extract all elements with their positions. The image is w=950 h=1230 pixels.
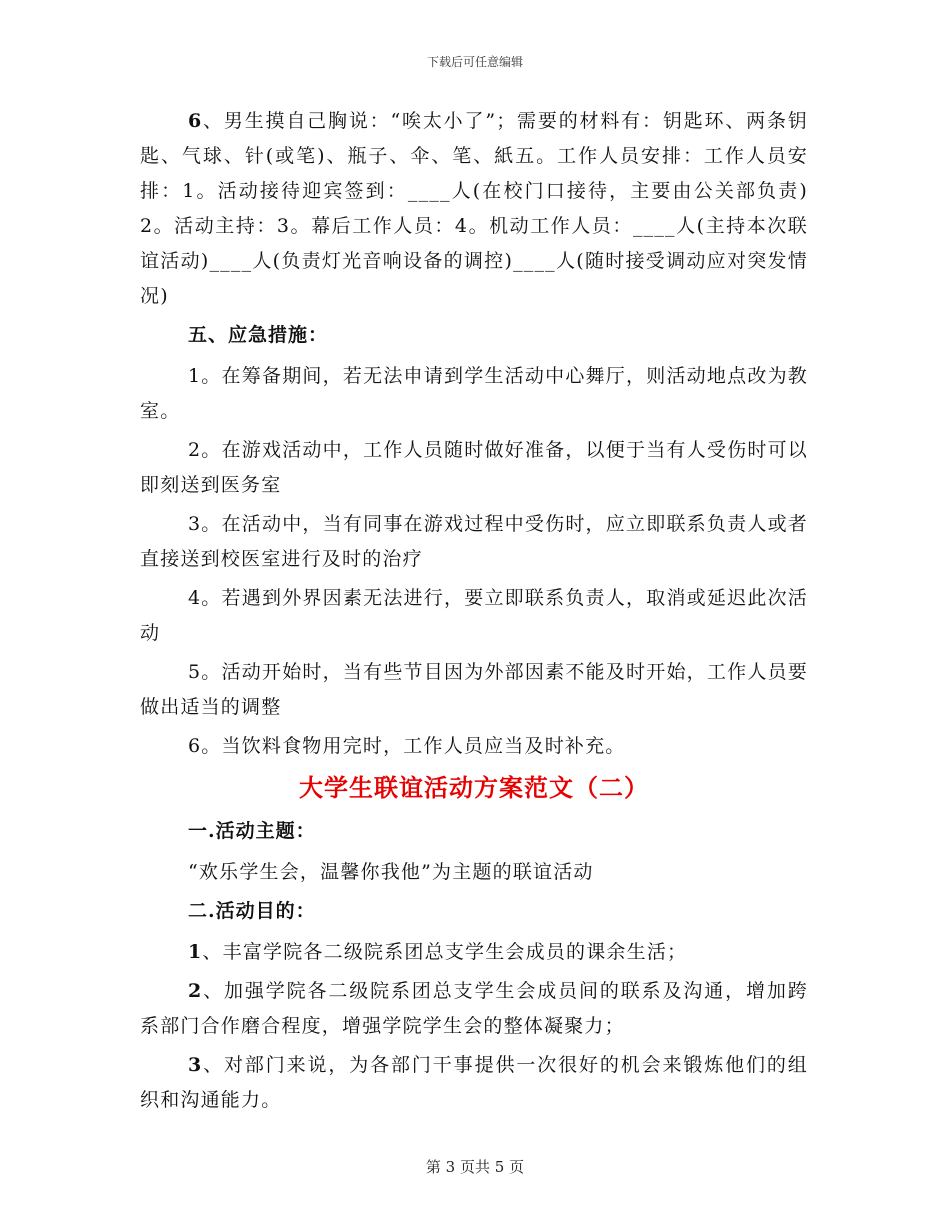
emergency-item: 6。当饮料食物用完时，工作人员应当及时补充。 <box>188 735 626 757</box>
emergency-item: 5。活动开始时，当有些节目因为外部因素不能及时开始，工作人员要做出适当的调整 <box>140 661 808 718</box>
section-heading-theme: 一.活动主题： <box>188 820 316 842</box>
item-text: 、对部门来说，为各部门干事提供一次很好的机会来锻炼他们的组织和沟通能力。 <box>140 1054 808 1111</box>
item-number: 1 <box>188 941 203 963</box>
emergency-item: 4。若遇到外界因素无法进行，要立即联系负责人，取消或延迟此次活动 <box>140 587 808 644</box>
item-text: 、男生摸自己胸说：“唉太小了”；需要的材料有：钥匙环、两条钥匙、气球、针(或笔)、瓶子、伞、笔、紙五。工作人员安排：工作人员安排：1。活动接待迎宾签到：____人(在校门口接待，主要由公关部负责)2。活动主持：3。幕后工作人员：4。机动工作人员：____人(主持本次联谊活动)____人(负责灯光音响设备的调控)____人(随时接受调动应对突发情况) <box>140 110 808 307</box>
item-number: 2 <box>188 980 203 1002</box>
section-heading-purpose: 二.活动目的： <box>188 900 316 922</box>
purpose-item <box>140 974 808 1044</box>
section-heading-emergency: 五、应急措施： <box>188 324 329 346</box>
emergency-item: 3。在活动中，当有同事在游戏过程中受伤时，应立即联系负责人或者直接送到校医室进行及时的治疗 <box>140 513 808 570</box>
purpose-item <box>140 1048 808 1118</box>
emergency-item: 1。在筹备期间，若无法申请到学生活动中心舞厅，则活动地点改为教室。 <box>140 365 808 422</box>
purpose-item <box>140 935 808 970</box>
theme-text: “欢乐学生会，温馨你我他”为主题的联谊活动 <box>188 861 594 883</box>
document-title: 大学生联谊活动方案范文（二） <box>299 773 649 802</box>
emergency-item: 2。在游戏活动中，工作人员随时做好准备，以便于当有人受伤时可以即刻送到医务室 <box>140 439 808 496</box>
item-number: 6 <box>188 110 203 132</box>
item-6-paragraph <box>140 104 808 314</box>
header-note: 下载后可任意编辑 <box>426 55 523 69</box>
page-footer: 第 3 页共 5 页 <box>425 1158 525 1176</box>
item-number: 3 <box>188 1054 203 1076</box>
item-text: 、丰富学院各二级院系团总支学生会成员的课余生活； <box>202 941 688 963</box>
item-text: 、加强学院各二级院系团总支学生会成员间的联系及沟通，增加跨系部门合作磨合程度，增强学院学生会的整体凝聚力； <box>140 980 808 1037</box>
document-body <box>140 104 808 1122</box>
